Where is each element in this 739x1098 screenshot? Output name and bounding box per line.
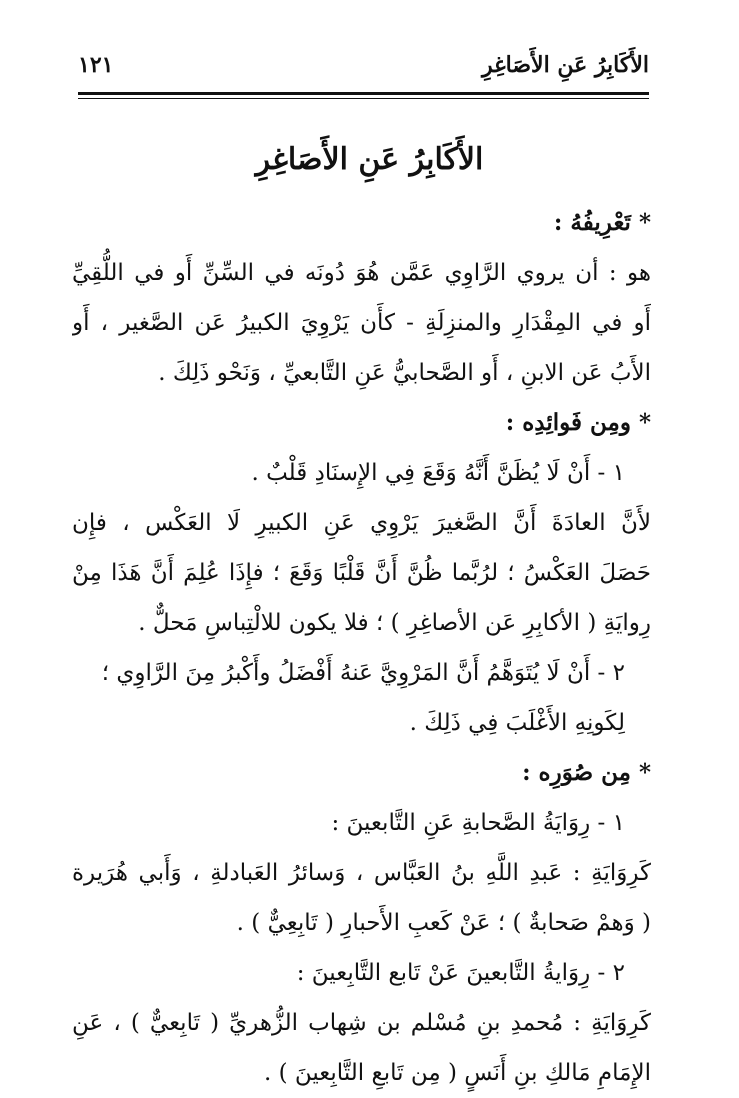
section-heading: * مِن صُوَرِه : bbox=[522, 759, 651, 786]
page-header bbox=[78, 52, 649, 92]
chapter-title: الأَكَابِرُ عَنِ الأَصَاغِرِ bbox=[255, 142, 484, 177]
header-rule-thin bbox=[78, 98, 649, 99]
text-line: ٢ - رِوَايةُ التَّابعينَ عَنْ تَابع التَّابِعينَ : bbox=[296, 960, 625, 986]
header-rule-thick bbox=[78, 92, 649, 95]
text-line: هو : أن يروي الرَّاوِي عَمَّن هُوَ دُونَه في السِّنِّ أَو في اللُّقِيِّ bbox=[72, 260, 651, 286]
running-title: الأَكَابِرُ عَنِ الأَصَاغِرِ bbox=[482, 52, 649, 78]
text-line: كَرِوَايَةِ : عَبدِ اللَّهِ بنُ العَبَّاس ، وَسائرُ العَبادلةِ ، وَأَبي هُرَيرة bbox=[72, 860, 651, 886]
text-line: رِوايَةِ ( الأكابِرِ عَن الأصاغِرِ ) ؛ فلا يكون للالْتِباسِ مَحلٌّ . bbox=[138, 610, 651, 636]
text-line: حَصَلَ العَكْسُ ؛ لرُبَّما ظُنَّ أَنَّ قَلْبًا وَقَعَ ؛ فإِذَا عُلِمَ أَنَّ هَذَا مِنْ bbox=[72, 560, 651, 586]
text-line: ٢ - أَنْ لَا يُتَوَهَّمُ أَنَّ المَرْوِيَّ عَنهُ أَفْضَلُ وأَكْبرُ مِنَ الرَّاوِي ؛ bbox=[101, 660, 625, 686]
text-line: كَرِوَايَةِ : مُحمدِ بنِ مُسْلم بن شِهاب الزُّهريِّ ( تَابِعيٌّ ) ، عَنِ bbox=[72, 1010, 651, 1036]
text-line: أَو في المِقْدَارِ والمنزِلَةِ - كأَن يَرْوِيَ الكبيرُ عَن الصَّغير ، أَو bbox=[72, 310, 651, 336]
text-line: ١ - رِوَايَةُ الصَّحابةِ عَنِ التَّابعينَ : bbox=[331, 810, 625, 836]
text-line: الأَبُ عَن الابنِ ، أَو الصَّحابيُّ عَنِ التَّابعيِّ ، وَنَحْو ذَلِكَ . bbox=[158, 360, 651, 386]
section-heading: * تَعْرِيفُهُ : bbox=[553, 209, 651, 236]
text-line: الإِمَامِ مَالكِ بنِ أَنَسٍ ( مِن تَابعِ التَّابِعينَ ) . bbox=[263, 1060, 651, 1086]
page-number: ١٢١ bbox=[78, 52, 114, 78]
section-heading: * ومِن فَوائِدِه : bbox=[505, 409, 651, 436]
body-text bbox=[72, 198, 651, 1098]
text-line: لأَنَّ العادَةَ أَنَّ الصَّغيرَ يَرْوِي عَنِ الكبيرِ لَا العَكْس ، فإِن bbox=[72, 510, 651, 536]
text-line: ( وَهمْ صَحابةٌ ) ؛ عَنْ كَعبِ الأَحبارِ ( تَابِعِيٌّ ) . bbox=[236, 910, 651, 936]
text-line: ١ - أَنْ لَا يُظَنَّ أَنَّهُ وَقَعَ فِي الإِسنَادِ قَلْبٌ . bbox=[251, 460, 625, 486]
text-line: لِكَونِهِ الأَغْلَبَ فِي ذَلِكَ . bbox=[409, 710, 625, 736]
